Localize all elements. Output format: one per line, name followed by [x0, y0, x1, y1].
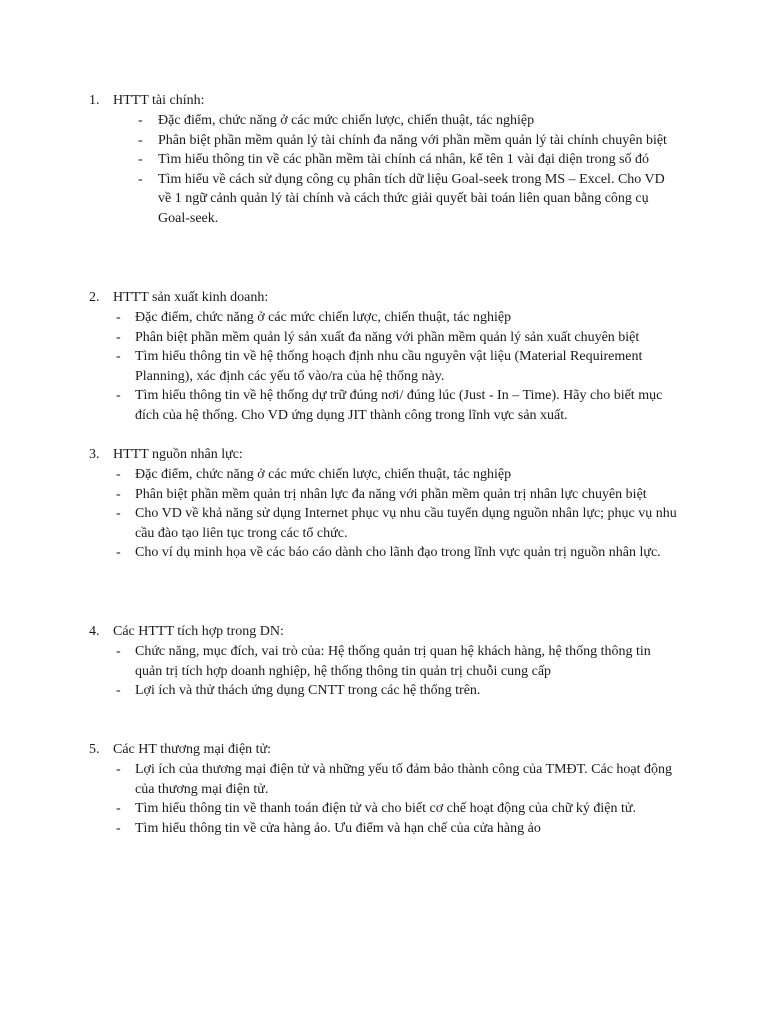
- section-heading: [0, 740, 768, 760]
- list-item-text: Đặc điểm, chức năng ở các mức chiến lược, chiến thuật, tác nghiệp: [158, 113, 535, 128]
- section-number: 5.: [89, 742, 100, 757]
- list-item-text: Cho ví dụ minh họa về các báo cáo dành cho lãnh đạo trong lĩnh vực quản trị nguồn nhân lực.: [135, 545, 661, 560]
- list-item-text: Chức năng, mục đích, vai trò của: Hệ thống quản trị quan hệ khách hàng, hệ thống thông tin quản trị tích hợp doanh nghiệp, hệ thống thông tin quản trị chuỗi cung cấp: [135, 644, 651, 679]
- list-item: [0, 111, 768, 131]
- list-item-text: Cho VD về khả năng sử dụng Internet phục vụ nhu cầu tuyển dụng nguồn nhân lực; phục vụ nhu cầu đào tạo liên tục trong các tổ chức.: [135, 506, 677, 541]
- section-title: HTTT sản xuất kinh doanh:: [113, 290, 269, 305]
- bullet-list: [0, 465, 768, 563]
- section-1: [0, 91, 768, 228]
- bullet-dash: -: [116, 506, 121, 521]
- section-5: [0, 740, 768, 838]
- section-title: Các HTTT tích hợp trong DN:: [113, 624, 284, 639]
- bullet-dash: -: [116, 820, 121, 836]
- list-item-text: Tìm hiểu thông tin về thanh toán điện tử và cho biết cơ chế hoạt động của chữ ký điện tử.: [135, 801, 636, 816]
- list-item-text: Phân biệt phần mềm quản lý sản xuất đa năng với phần mềm quản lý sản xuất chuyên biệt: [135, 329, 640, 345]
- list-item-text: Tìm hiểu thông tin về hệ thống hoạch định nhu cầu nguyên vật liệu (Material Requirement Planning), xác định các yếu tố vào/ra của hệ thống này.: [135, 349, 643, 384]
- bullet-dash: -: [116, 467, 121, 482]
- list-item-text: Lợi ích và thử thách ứng dụng CNTT trong các hệ thống trên.: [135, 683, 481, 698]
- section-title: Các HT thương mại điện tử:: [113, 742, 272, 757]
- list-item: [0, 465, 768, 485]
- list-item: [0, 642, 768, 681]
- section-number: 3.: [89, 447, 100, 462]
- bullet-dash: -: [116, 801, 121, 816]
- bullet-dash: -: [116, 329, 121, 345]
- list-item: [0, 386, 768, 425]
- list-item: [0, 328, 768, 348]
- list-item: [0, 504, 768, 543]
- section-number: 1.: [89, 93, 100, 108]
- list-item: [0, 131, 768, 151]
- list-item-text: Tìm hiểu thông tin về cửa hàng ảo. Ưu điểm và hạn chế của cửa hàng ảo: [135, 820, 541, 836]
- section-heading: [0, 288, 768, 308]
- list-item: [0, 150, 768, 170]
- section-title: HTTT tài chính:: [113, 93, 205, 108]
- list-item: [0, 760, 768, 799]
- bullet-dash: -: [116, 388, 121, 403]
- bullet-list: [0, 760, 768, 838]
- bullet-dash: -: [116, 683, 121, 698]
- bullet-dash: -: [116, 349, 121, 364]
- section-4: [0, 622, 768, 701]
- section-heading: [0, 91, 768, 111]
- section-number: 4.: [89, 624, 100, 639]
- bullet-dash: -: [116, 486, 121, 502]
- bullet-dash: -: [138, 152, 143, 167]
- list-item: [0, 308, 768, 328]
- list-item-text: Phân biệt phần mềm quản lý tài chính đa năng với phần mềm quản lý tài chính chuyên biệt: [158, 132, 667, 148]
- section-heading: [0, 622, 768, 642]
- list-item-text: Tìm hiểu thông tin về các phần mềm tài chính cá nhân, kể tên 1 vài đại diện trong số đó: [158, 152, 650, 167]
- list-item: [0, 799, 768, 819]
- list-item: [0, 485, 768, 505]
- list-item-text: Lợi ích của thương mại điện tử và những yếu tố đảm bảo thành công của TMĐT. Các hoạt động của thương mại điện tử.: [135, 762, 673, 797]
- list-item: [0, 170, 768, 229]
- list-item-text: Đặc điểm, chức năng ở các mức chiến lược, chiến thuật, tác nghiệp: [135, 310, 512, 325]
- section-number: 2.: [89, 290, 100, 305]
- bullet-list: [0, 308, 768, 425]
- list-item: [0, 543, 768, 563]
- bullet-list: [0, 642, 768, 701]
- bullet-dash: -: [116, 762, 121, 777]
- list-item-text: Phân biệt phần mềm quản trị nhân lực đa năng với phần mềm quản trị nhân lực chuyên biệt: [135, 486, 647, 502]
- section-2: [0, 288, 768, 425]
- list-item: [0, 347, 768, 386]
- bullet-dash: -: [138, 171, 143, 187]
- bullet-dash: -: [116, 310, 121, 325]
- list-item-text: Tìm hiểu về cách sử dụng công cụ phân tích dữ liệu Goal-seek trong MS – Excel. Cho VD về 1 ngữ cảnh quản lý tài chính và cách thức giải quyết bài toán liên quan bằng công cụ Goal-seek.: [158, 171, 665, 226]
- bullet-dash: -: [138, 113, 143, 128]
- section-3: [0, 445, 768, 563]
- list-item-text: Tìm hiểu thông tin về hệ thống dự trữ đúng nơi/ đúng lúc (Just - In – Time). Hãy cho biết mục đích của hệ thống. Cho VD ứng dụng JIT thành công trong lĩnh vực sản xuất.: [135, 388, 663, 423]
- section-title: HTTT nguồn nhân lực:: [113, 447, 243, 462]
- bullet-dash: -: [116, 644, 121, 659]
- list-item: [0, 681, 768, 701]
- section-heading: [0, 445, 768, 465]
- bullet-dash: -: [116, 545, 121, 560]
- list-item: [0, 819, 768, 839]
- bullet-dash: -: [138, 132, 143, 148]
- bullet-list: [0, 111, 768, 228]
- list-item-text: Đặc điểm, chức năng ở các mức chiến lược, chiến thuật, tác nghiệp: [135, 467, 512, 482]
